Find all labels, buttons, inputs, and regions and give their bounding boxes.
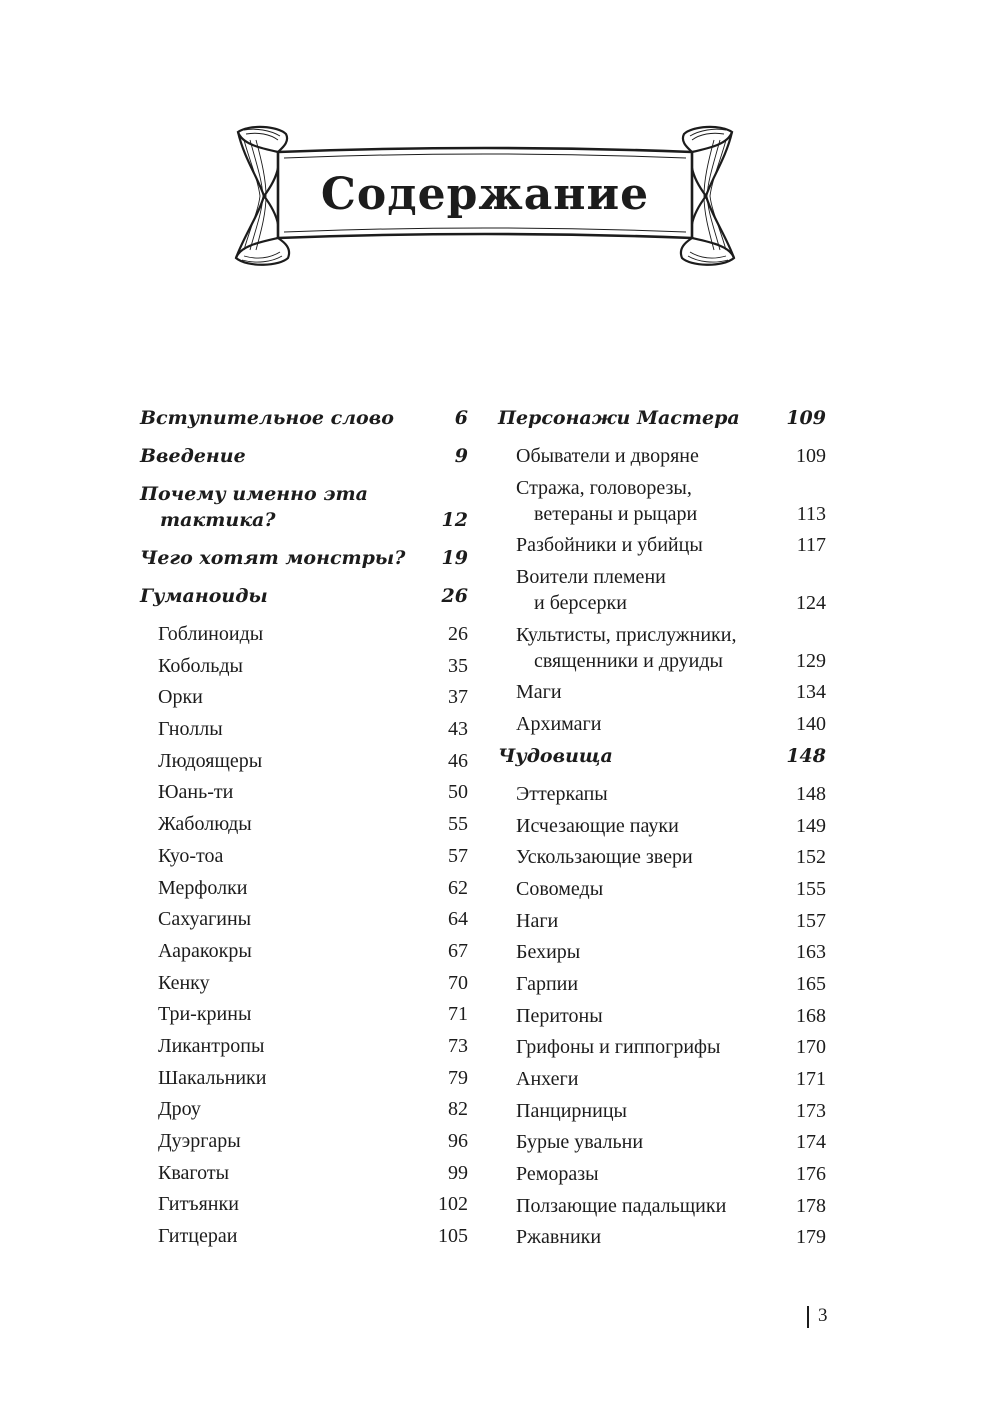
toc-entry[interactable]: [140, 1096, 468, 1122]
toc-entry[interactable]: [498, 781, 826, 807]
toc-entry[interactable]: [498, 939, 826, 965]
toc-entry-page: 149: [796, 814, 826, 837]
toc-entry-title-line: Шакальники: [158, 1066, 267, 1089]
toc-entry-title-line: Анхеги: [516, 1068, 579, 1090]
toc-entry[interactable]: [140, 875, 468, 901]
toc-entry-title: [516, 1034, 826, 1060]
toc-entry[interactable]: [140, 1160, 468, 1186]
toc-entry-page: 105: [438, 1225, 468, 1248]
toc-entry[interactable]: [498, 1193, 826, 1219]
toc-entry[interactable]: [498, 844, 826, 870]
toc-entry-page: 173: [796, 1099, 826, 1122]
toc-entry-title-line: Вступительное слово: [140, 407, 394, 429]
toc-entry[interactable]: [140, 811, 468, 837]
toc-entry-page: 117: [796, 534, 826, 557]
toc-entry[interactable]: [498, 711, 826, 737]
toc-entry-title: [158, 1191, 468, 1217]
toc-entry-title-line: Гитцераи: [158, 1225, 238, 1248]
toc-entry-title: [140, 443, 468, 469]
toc-entry-title-line: Гноллы: [158, 718, 223, 741]
toc-entry[interactable]: [140, 779, 468, 805]
toc-entry-title: [516, 781, 826, 807]
toc-entry[interactable]: [498, 1034, 826, 1060]
toc-entry-title-line: Три-крины: [158, 1003, 252, 1026]
toc-entry-page: 148: [796, 782, 826, 805]
toc-entry-page: 46: [448, 749, 468, 772]
toc-entry-page: 9: [454, 445, 468, 467]
toc-entry[interactable]: [498, 971, 826, 997]
page-number-divider: [807, 1306, 809, 1328]
toc-entry[interactable]: [498, 1098, 826, 1124]
toc-section[interactable]: [498, 405, 826, 431]
toc-entry-title-line: Дроу: [158, 1098, 201, 1121]
toc-entry-title: [516, 908, 826, 934]
toc-entry[interactable]: [498, 908, 826, 934]
toc-entry-page: 163: [796, 941, 826, 964]
toc-entry-page: 73: [448, 1034, 468, 1057]
toc-column-right: [498, 405, 826, 1256]
toc-entry-page: 155: [796, 877, 826, 900]
toc-entry-title: [158, 811, 468, 837]
toc-entry-title: [498, 743, 826, 769]
toc-entry[interactable]: [498, 475, 826, 527]
toc-entry-page: 79: [448, 1066, 468, 1089]
toc-entry-title: [158, 1001, 468, 1027]
toc-entry-page: 82: [448, 1098, 468, 1121]
toc-entry[interactable]: [140, 1223, 468, 1249]
toc-entry-title-line: Юань-ти: [158, 781, 234, 804]
toc-entry[interactable]: [498, 1224, 826, 1250]
toc-entry-title: [158, 1065, 468, 1091]
toc-entry-title-line: Совомеды: [516, 877, 604, 900]
toc-entry-title-line: Наги: [516, 909, 559, 932]
toc-entry[interactable]: [498, 1066, 826, 1092]
toc-section[interactable]: [140, 545, 468, 571]
toc-entry[interactable]: [498, 443, 826, 469]
toc-entry-title-line: Почему именно эта: [140, 483, 368, 505]
toc-entry-title: [158, 938, 468, 964]
toc-entry-title-line: Ползающие падальщики: [516, 1194, 727, 1217]
toc-section[interactable]: [140, 481, 468, 533]
toc-entry-title-line: Гоблиноиды: [158, 623, 264, 645]
toc-entry[interactable]: [140, 843, 468, 869]
toc-entry-title-line: Реморазы: [516, 1163, 599, 1186]
toc-entry-title-line: Архимаги: [516, 713, 602, 736]
toc-entry-title-line: священники и друиды: [534, 649, 723, 672]
toc-entry-title-line: Культисты, прислужники,: [516, 623, 737, 646]
toc-entry-title: [158, 843, 468, 869]
toc-entry-title: [158, 1128, 468, 1154]
toc-entry-page: 152: [796, 846, 826, 869]
toc-entry[interactable]: [140, 906, 468, 932]
toc-entry-title: [158, 716, 468, 742]
toc-entry-title: [158, 1223, 468, 1249]
toc-entry-title-line: Орки: [158, 686, 203, 709]
toc-entry-page: 178: [796, 1194, 826, 1217]
toc-entry-title: [158, 621, 468, 647]
toc-entry-title-line: Чего хотят монстры?: [140, 547, 406, 569]
scroll-banner: [230, 118, 740, 273]
toc-entry[interactable]: [498, 622, 826, 674]
page-title: Содержание: [320, 169, 650, 220]
toc-entry-title: [516, 971, 826, 997]
toc-entry-title: [158, 1160, 468, 1186]
toc-entry-title-line: Сахуагины: [158, 908, 252, 931]
toc-entry-title-line: Грифоны и гиппогрифы: [516, 1036, 721, 1059]
toc-entry-title-line: тактика?: [160, 509, 276, 531]
toc-entry-title: [516, 1129, 826, 1155]
page-number: [807, 1303, 828, 1329]
toc-entry-page: 43: [448, 718, 468, 741]
toc-entry[interactable]: [498, 1129, 826, 1155]
toc-entry-title: [158, 875, 468, 901]
toc-entry[interactable]: [140, 684, 468, 710]
toc-entry-page: 26: [448, 623, 468, 645]
toc-entry-page: 168: [796, 1004, 826, 1027]
toc-entry-title-line: Ржавники: [516, 1226, 602, 1249]
toc-entry-page: 109: [796, 445, 826, 467]
toc-entry-title-line: Кенку: [158, 971, 210, 994]
toc-entry[interactable]: [140, 1033, 468, 1059]
toc-entry-title: [516, 1224, 826, 1250]
toc-entry[interactable]: [498, 679, 826, 705]
toc-entry-title: [158, 906, 468, 932]
toc-entry-page: 148: [786, 744, 826, 767]
toc-entry-title: [516, 844, 826, 870]
toc-entry[interactable]: [140, 1128, 468, 1154]
toc-entry-title-line: Дуэргары: [158, 1130, 241, 1152]
toc-entry-title: [516, 711, 826, 737]
toc-entry-title-line: Жаболюды: [158, 813, 252, 836]
toc-entry-title: [158, 684, 468, 710]
toc-entry-page: 37: [448, 686, 468, 709]
toc-entry-title: [516, 679, 826, 705]
toc-section[interactable]: [140, 583, 468, 609]
toc-column-left: [140, 405, 468, 1255]
toc-entry-title-line: Эттеркапы: [516, 782, 608, 805]
toc-entry-page: 64: [448, 908, 468, 931]
toc-entry-title-line: Персонажи Мастера: [498, 407, 740, 429]
toc-entry-title-line: ветераны и рыцари: [534, 502, 698, 525]
toc-entry-page: 124: [796, 592, 826, 615]
toc-entry[interactable]: [140, 1065, 468, 1091]
toc-entry-title: [158, 779, 468, 805]
toc-entry-title-line: Чудовища: [498, 744, 613, 767]
toc-entry-title-line: Кваготы: [158, 1161, 230, 1184]
toc-entry[interactable]: [140, 621, 468, 647]
toc-entry-title-line: Разбойники и убийцы: [516, 534, 703, 557]
toc-entry-page: 62: [448, 876, 468, 899]
toc-entry-title-line: Бурые увальни: [516, 1131, 644, 1154]
toc-entry-title: [516, 1193, 826, 1219]
toc-entry-page: 96: [448, 1130, 468, 1152]
toc-entry[interactable]: [140, 748, 468, 774]
toc-entry-page: 35: [448, 654, 468, 677]
toc-entry-page: 176: [796, 1163, 826, 1186]
toc-entry-title-line: Бехиры: [516, 941, 581, 964]
toc-entry-title: [498, 405, 826, 431]
toc-entry-title-line: Панцирницы: [516, 1099, 627, 1122]
toc-entry-page: 140: [796, 713, 826, 736]
toc-entry-title-line: Куо-тоа: [158, 844, 224, 867]
toc-entry[interactable]: [140, 653, 468, 679]
toc-entry-page: 26: [441, 585, 468, 607]
toc-entry-page: 55: [448, 813, 468, 836]
toc-entry-page: 57: [448, 844, 468, 867]
toc-entry-title-line: Воители племени: [516, 566, 666, 589]
toc-entry-title: [516, 1066, 826, 1092]
toc-entry-title: [158, 748, 468, 774]
toc-entry-title: [516, 876, 826, 902]
toc-entry-page: 165: [796, 972, 826, 995]
toc-entry-title-line: Гарпии: [516, 972, 579, 995]
toc-section[interactable]: [498, 743, 826, 769]
toc-entry-page: 99: [448, 1161, 468, 1184]
toc-entry-page: 134: [796, 681, 826, 704]
toc-entry-page: 109: [786, 407, 826, 429]
toc-entry-title-line: Обыватели и дворяне: [516, 445, 699, 467]
toc-section[interactable]: [140, 443, 468, 469]
toc-entry-title-line: Ликантропы: [158, 1034, 265, 1057]
toc-entry[interactable]: [140, 716, 468, 742]
page-number-value: 3: [818, 1305, 828, 1326]
toc-entry[interactable]: [498, 813, 826, 839]
toc-entry-page: 19: [441, 547, 468, 569]
toc-entry[interactable]: [498, 532, 826, 558]
toc-entry-page: 12: [441, 509, 468, 531]
toc-entry-title: [140, 481, 468, 533]
toc-entry-title-line: Маги: [516, 681, 562, 704]
toc-entry-title: [516, 443, 826, 469]
toc-entry[interactable]: [498, 564, 826, 616]
toc-entry-title: [158, 1096, 468, 1122]
toc-entry[interactable]: [140, 1191, 468, 1217]
toc-entry-page: 179: [796, 1226, 826, 1249]
toc-entry-title: [516, 1098, 826, 1124]
toc-entry-title: [516, 939, 826, 965]
toc-entry-title: [516, 475, 826, 527]
toc-entry-page: 70: [448, 971, 468, 994]
toc-entry[interactable]: [498, 1003, 826, 1029]
toc-entry-title-line: и берсерки: [534, 592, 627, 615]
toc-entry-title-line: Перитоны: [516, 1004, 603, 1027]
toc-entry-title: [140, 583, 468, 609]
toc-entry-page: 171: [796, 1068, 826, 1090]
toc-entry-page: 174: [796, 1131, 826, 1154]
toc-entry-page: 67: [448, 939, 468, 962]
toc-entry-page: 129: [796, 649, 826, 672]
toc-entry-page: 50: [448, 781, 468, 804]
toc-section[interactable]: [140, 405, 468, 431]
toc-entry[interactable]: [140, 970, 468, 996]
toc-entry[interactable]: [140, 1001, 468, 1027]
toc-entry-title-line: Ааракокры: [158, 939, 252, 962]
toc-entry-title-line: Людоящеры: [158, 749, 263, 772]
toc-entry-title-line: Введение: [140, 445, 246, 467]
toc-entry-title: [158, 970, 468, 996]
toc-entry-title-line: Кобольды: [158, 654, 243, 677]
toc-entry-title: [516, 532, 826, 558]
toc-entry-page: 6: [454, 407, 468, 429]
toc-entry-title: [516, 1161, 826, 1187]
toc-entry-title-line: Стража, головорезы,: [516, 476, 692, 499]
toc-entry-title: [516, 1003, 826, 1029]
toc-entry-page: 113: [796, 502, 826, 525]
toc-entry-page: 71: [448, 1003, 468, 1026]
toc-entry-page: 170: [796, 1036, 826, 1059]
toc-entry-title-line: Исчезающие пауки: [516, 814, 679, 837]
toc-entry-title: [140, 545, 468, 571]
toc-entry-title: [516, 564, 826, 616]
toc-entry-title: [516, 813, 826, 839]
toc-entry-title: [516, 622, 826, 674]
toc-entry[interactable]: [498, 1161, 826, 1187]
toc-entry-page: 157: [796, 909, 826, 932]
toc-entry[interactable]: [498, 876, 826, 902]
toc-entry-title: [140, 405, 468, 431]
toc-entry-title-line: Гуманоиды: [140, 585, 268, 607]
toc-entry-title-line: Ускользающие звери: [516, 846, 693, 869]
toc-entry-page: 102: [438, 1193, 468, 1216]
toc-entry-title: [158, 1033, 468, 1059]
toc-entry[interactable]: [140, 938, 468, 964]
toc-entry-title-line: Гитъянки: [158, 1193, 239, 1216]
toc-entry-title-line: Мерфолки: [158, 876, 248, 899]
toc-entry-title: [158, 653, 468, 679]
